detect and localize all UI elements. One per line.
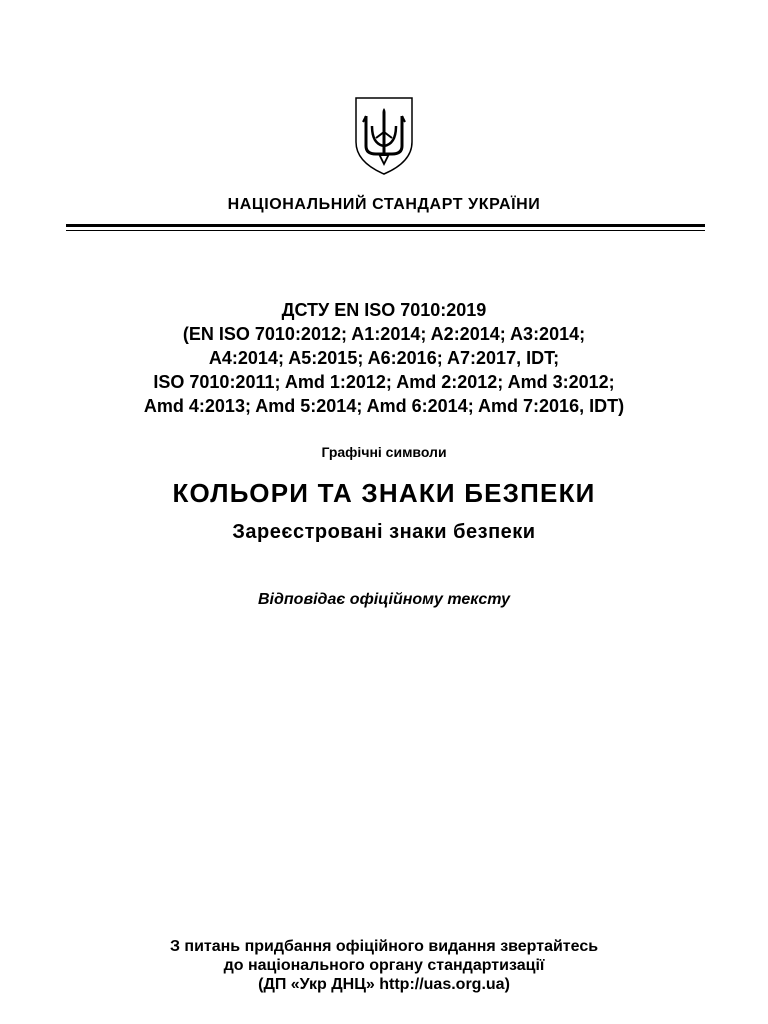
standard-type-heading: НАЦІОНАЛЬНИЙ СТАНДАРТ УКРАЇНИ xyxy=(227,196,541,213)
document-title: КОЛЬОРИ ТА ЗНАКИ БЕЗПЕКИ xyxy=(172,478,596,508)
subject-label: Графічні символи xyxy=(321,444,447,460)
designation-line: A4:2014; A5:2015; A6:2016; A7:2017, IDT; xyxy=(208,348,560,368)
trident-coat-of-arms-icon xyxy=(352,96,416,176)
footer-line: до національного органу стандартизації xyxy=(223,957,545,974)
designation-line: (EN ISO 7010:2012; A1:2014; A2:2014; A3:2014; xyxy=(182,324,586,344)
footer-line: З питань придбання офіційного видання звертайтесь xyxy=(169,938,599,955)
designation-line: ISO 7010:2011; Amd 1:2012; Amd 2:2012; Amd 3:2012; xyxy=(153,372,615,392)
header-divider-thick xyxy=(66,224,705,227)
document-subtitle: Зареєстровані знаки безпеки xyxy=(232,521,536,543)
designation-line: ДСТУ EN ISO 7010:2019 xyxy=(281,300,487,320)
footer-line: (ДП «Укр ДНЦ» http://uas.org.ua) xyxy=(258,976,510,993)
designation-line: Amd 4:2013; Amd 5:2014; Amd 6:2014; Amd 7:2016, IDT) xyxy=(143,396,625,416)
header-divider-thin xyxy=(66,230,705,231)
official-text-note: Відповідає офіційному тексту xyxy=(258,591,510,608)
